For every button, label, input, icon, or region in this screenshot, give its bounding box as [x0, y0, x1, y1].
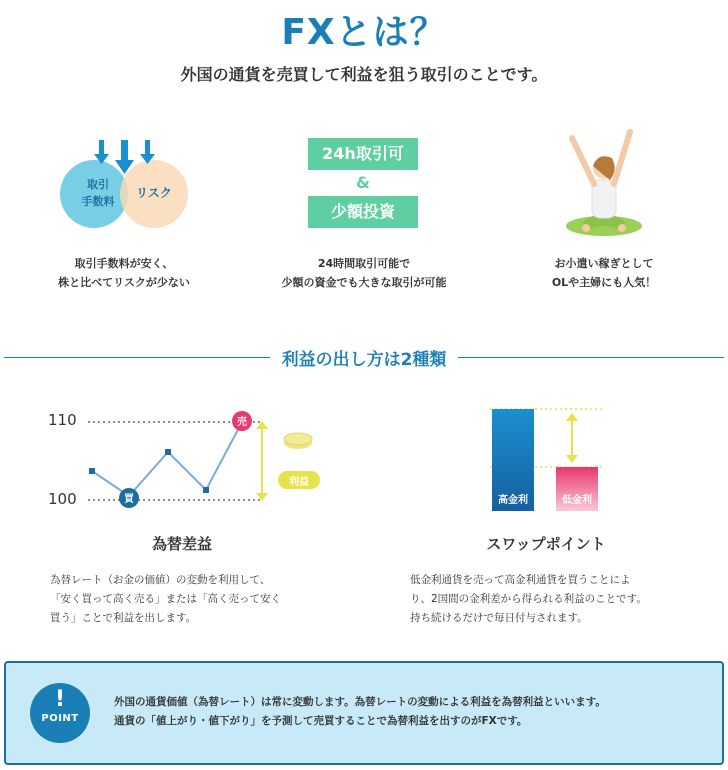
woman-stretching-icon — [484, 118, 724, 248]
feature-low-cost — [4, 118, 244, 292]
desc-line: 為替レート（お金の価値）の変動を利用して、 — [50, 574, 271, 586]
point-badge — [30, 683, 90, 743]
desc-line: 買う」ことで利益を出します。 — [50, 612, 197, 624]
page-title: FXとは？ — [281, 12, 447, 53]
point-line: 外国の通貨価値（為替レート）は常に変動します。為替レートの変動による利益を為替利益といいます。 — [114, 696, 606, 708]
exclamation-icon: ! — [54, 687, 66, 712]
caption-line: 取引手数料が安く、 — [74, 257, 174, 270]
desc-line: 低金利通貨を売って高金利通貨を買うことによ — [410, 574, 631, 586]
point-line: 通貨の「値上がり・値下がり」を予測して売買することで為替利益を出すのがFXです。 — [114, 715, 528, 727]
fee-label-top: 取引 — [87, 178, 109, 191]
low-rate-label: 低金利 — [562, 495, 592, 506]
feature-caption — [484, 254, 724, 292]
buy-marker-label: 買 — [124, 494, 134, 505]
badge-small-investment: 少額投資 — [308, 196, 418, 228]
profit-label: 利益 — [289, 477, 309, 488]
feature-24h-trading — [244, 118, 484, 292]
woman-illustration — [484, 118, 724, 248]
method-exchange-gain — [0, 395, 364, 635]
caption-line: 少額の資金でも大きな取引が可能 — [281, 276, 447, 289]
caption-line: 24時間取引可能で — [317, 257, 411, 270]
method-swap-point — [364, 395, 728, 635]
method-title: スワップポイント — [486, 535, 606, 553]
method-title: 為替差益 — [151, 535, 212, 553]
desc-line: り、2国間の金利差から得られる利益のことです。 — [410, 593, 647, 605]
trading-badges — [244, 118, 484, 248]
point-badge-label: POINT — [41, 713, 79, 724]
section-heading — [0, 345, 728, 369]
caption-line: OLや主婦にも人気！ — [551, 276, 657, 289]
ampersand: & — [356, 173, 370, 192]
point-callout — [4, 661, 724, 765]
caption-line: 株と比べてリスクが少ない — [58, 276, 190, 289]
badge-24h: 24h取引可 — [308, 138, 418, 170]
method-description — [50, 571, 350, 628]
feature-caption — [244, 254, 484, 292]
venn-icon — [4, 118, 244, 248]
y-axis-high-label: 110 — [48, 411, 77, 429]
feature-caption — [4, 254, 244, 292]
desc-line: 「安く買って高く売る」または「高く売って安く — [50, 593, 281, 605]
risk-label: リスク — [136, 186, 172, 200]
feature-popular — [484, 118, 724, 292]
y-axis-low-label: 100 — [48, 490, 77, 508]
caption-line: お小遣い稼ぎとして — [554, 257, 654, 270]
high-rate-label: 高金利 — [498, 495, 528, 506]
page-subtitle: 外国の通貨を売買して利益を狙う取引のことです。 — [180, 65, 548, 84]
method-description — [410, 571, 720, 628]
cost-risk-illustration — [4, 118, 244, 248]
section-heading-text: 利益の出し方は2種類 — [270, 350, 459, 370]
point-text — [114, 693, 606, 731]
fee-label-bottom: 手数料 — [81, 195, 115, 208]
desc-line: 持ち続けるだけで毎日付与されます。 — [410, 612, 588, 624]
sell-marker-label: 売 — [237, 417, 247, 428]
interest-bars-graphic — [364, 395, 728, 525]
